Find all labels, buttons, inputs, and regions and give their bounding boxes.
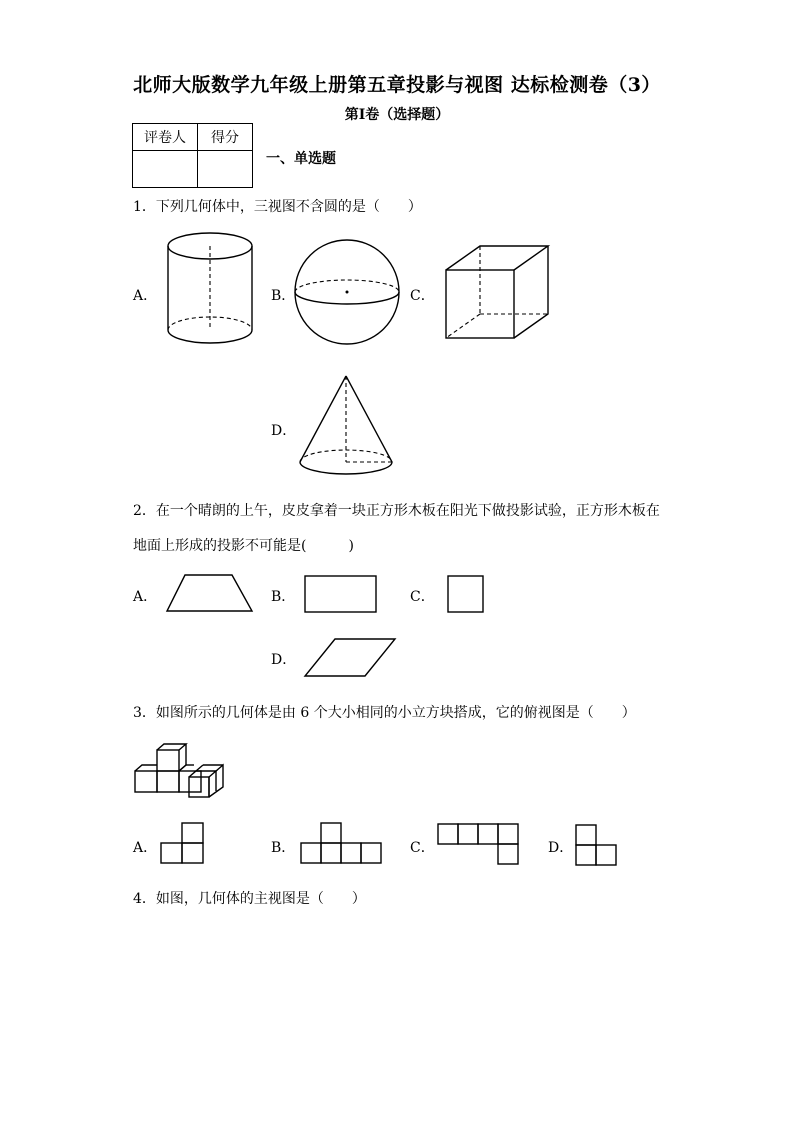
q2-parallelogram-figure xyxy=(304,638,396,680)
question-4-text: 4．如图，几何体的主视图是（ ） xyxy=(133,891,366,907)
q1-cone-figure xyxy=(298,374,398,479)
score-table-cell-score xyxy=(198,151,253,188)
score-table-header-score: 得分 xyxy=(198,124,253,151)
q3-option-c-figure xyxy=(437,823,523,867)
question-3-text: 3．如图所示的几何体是由 6 个大小相同的小立方块搭成，它的俯视图是（ ） xyxy=(133,705,636,721)
question-1-text: 1．下列几何体中，三视图不含圆的是（ ） xyxy=(133,199,422,215)
q3-option-a-label: A． xyxy=(133,840,158,856)
q1-option-b-label: B． xyxy=(271,288,296,304)
q1-option-c-label: C． xyxy=(410,288,435,304)
q3-option-d-label: D． xyxy=(548,840,574,856)
q1-option-d-label: D． xyxy=(271,423,297,439)
q2-square-figure xyxy=(447,575,487,615)
page-subtitle: 第I卷（选择题） xyxy=(344,107,450,123)
question-2-text-line2: 地面上形成的投影不可能是( ) xyxy=(133,538,354,554)
q3-option-a-figure xyxy=(160,822,206,866)
q3-cube-stack-figure xyxy=(134,742,229,802)
q1-cylinder-figure xyxy=(160,230,270,350)
page-title: 北师大版数学九年级上册第五章投影与视图 达标检测卷（3） xyxy=(133,74,661,96)
score-table-header-grader: 评卷人 xyxy=(133,124,198,151)
q1-option-a-label: A． xyxy=(133,288,158,304)
q3-option-c-label: C． xyxy=(410,840,435,856)
q3-option-b-figure xyxy=(300,822,386,866)
q2-option-d-label: D． xyxy=(271,652,297,668)
q2-option-b-label: B． xyxy=(271,589,296,605)
section-heading: 一、单选题 xyxy=(266,151,336,167)
score-table xyxy=(132,123,253,188)
score-table-cell-grader xyxy=(133,151,198,188)
q2-rectangle-figure xyxy=(304,575,379,615)
q1-sphere-figure xyxy=(294,240,404,350)
q2-option-c-label: C． xyxy=(410,589,435,605)
q2-trapezoid-figure xyxy=(166,574,256,614)
q3-option-b-label: B． xyxy=(271,840,296,856)
q3-option-d-figure xyxy=(575,824,621,868)
question-2-text-line1: 2．在一个晴朗的上午，皮皮拿着一块正方形木板在阳光下做投影试验，正方形木板在 xyxy=(133,503,660,519)
q2-option-a-label: A． xyxy=(133,589,158,605)
q1-cube-figure xyxy=(444,244,554,339)
